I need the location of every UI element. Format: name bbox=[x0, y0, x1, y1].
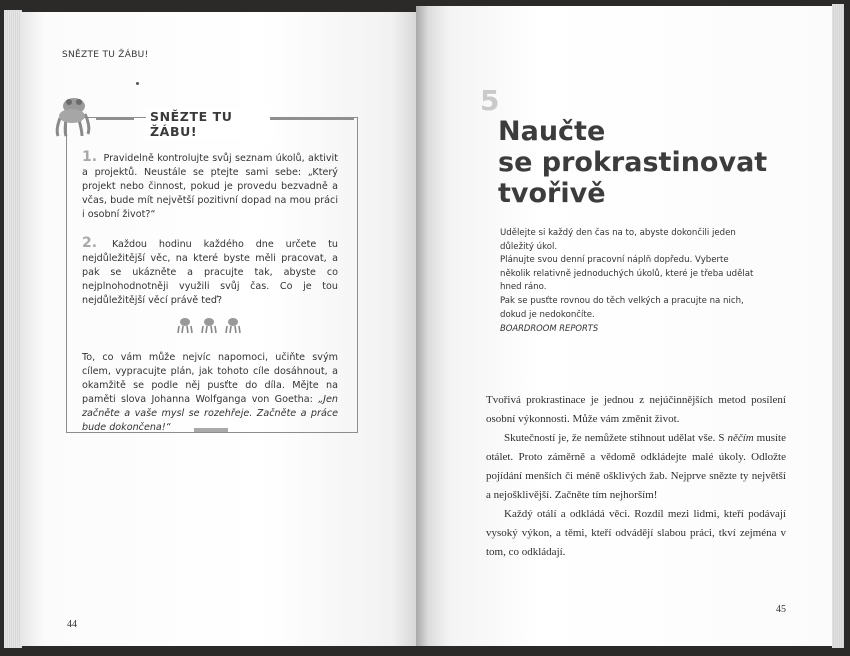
paragraph-3: Každý otálí a odkládá věci. Rozdíl mezi lidmi, kteří podávají vysoký výkon, a těmi, kteří odvádějí slabou práci, tkví zejména v tom, co odkládají. bbox=[486, 508, 786, 558]
box-item-1 bbox=[82, 150, 338, 222]
chapter-title-line: se prokrastinovat bbox=[498, 147, 768, 178]
item-number: 2. bbox=[82, 235, 98, 251]
epigraph-line: Plánujte svou denní pracovní náplň dopředu. Vyberte bbox=[500, 255, 729, 266]
heading-rule-right bbox=[270, 117, 354, 120]
epigraph-line: Pak se pusťte rovnou do těch velkých a pracujte na nich, bbox=[500, 295, 744, 306]
paragraph-1: Tvořivá prokrastinace je jednou z nejúčinnějších metod posílení osobní výkonnosti. Může vám změnit život. bbox=[486, 394, 786, 425]
chapter-title-line: Naučte bbox=[498, 116, 606, 147]
box-item-2 bbox=[82, 236, 338, 308]
frog-divider bbox=[176, 316, 246, 336]
item-number: 1. bbox=[82, 149, 98, 165]
chapter-title bbox=[498, 116, 798, 209]
item-text: Pravidelně kontrolujte svůj seznam úkolů, aktivit a projektů. Neustále se ptejte sami sebe: „Který projekt nebo činnost, pokud je provedu bezvadně a včas, bude mít největší pozitivní dopad na mou práci i osobní život?“ bbox=[82, 153, 338, 220]
page-number-right: 45 bbox=[776, 604, 786, 615]
print-mark bbox=[136, 82, 139, 85]
frog-icon bbox=[176, 316, 194, 334]
epigraph-source: BOARDROOM REPORTS bbox=[500, 323, 599, 334]
box-heading-bar bbox=[62, 109, 360, 139]
chapter-number: 5 bbox=[480, 84, 500, 117]
box-heading: SNĚZTE TU ŽÁBU! bbox=[146, 109, 274, 139]
outro-text: To, co vám může nejvíc napomoci, učiňte svým cílem, vypracujte plán, jak tohoto cíle dosáhnout, a okamžitě se podle něj pusťte do díla. Mějte na paměti slova Johanna Wolfganga von Goetha: bbox=[82, 352, 338, 405]
epigraph-line: dokud je nedokončíte. bbox=[500, 309, 595, 320]
epigraph-line: Udělejte si každý den čas na to, abyste dokončili jeden bbox=[500, 228, 736, 238]
item-text: Každou hodinu každého dne určete tu nejdůležitější věc, na které byste měli pracovat, a pak se ukázněte a pracujte tak, abyste co nejplnohodnotněji využili svůj čas. Co je tou nejdůležitější věcí právě teď? bbox=[82, 239, 338, 306]
page-number-left: 44 bbox=[67, 619, 77, 630]
page-edges-right bbox=[832, 4, 844, 648]
epigraph-line: hned ráno. bbox=[500, 282, 547, 293]
frog-icon bbox=[200, 316, 218, 334]
epigraph-line: důležitý úkol. bbox=[500, 241, 558, 252]
box-bottom-tab bbox=[194, 428, 228, 432]
goethe-quote: „Jen začněte a vaše mysl se rozehřeje. Začněte a práce bude dokončena!“ bbox=[82, 394, 338, 433]
heading-rule-left bbox=[96, 117, 134, 120]
paragraph-2-text: musíte otálet. Proto záměrně a vědomě odkládejte malé úkoly. Odložte pojídání menších či méně ošklivých žab. Nejprve snězte ty největší a nejošklivější. Začněte tím nejhorším! bbox=[486, 432, 786, 501]
frog-icon bbox=[224, 316, 242, 334]
chapter-title-line: tvořivě bbox=[498, 178, 606, 209]
box-outro bbox=[82, 351, 338, 435]
paragraph-2 bbox=[486, 429, 786, 505]
chapter-body bbox=[486, 391, 786, 562]
running-head: SNĚZTE TU ŽÁBU! bbox=[62, 50, 149, 60]
paragraph-2-emphasis: něčím bbox=[727, 432, 754, 444]
paragraph-2-text: Skutečností je, že nemůžete stihnout udělat vše. S bbox=[504, 432, 728, 444]
epigraph bbox=[500, 227, 762, 336]
epigraph-line: několik relativně jednoduchých úkolů, které je třeba udělat bbox=[500, 268, 754, 279]
